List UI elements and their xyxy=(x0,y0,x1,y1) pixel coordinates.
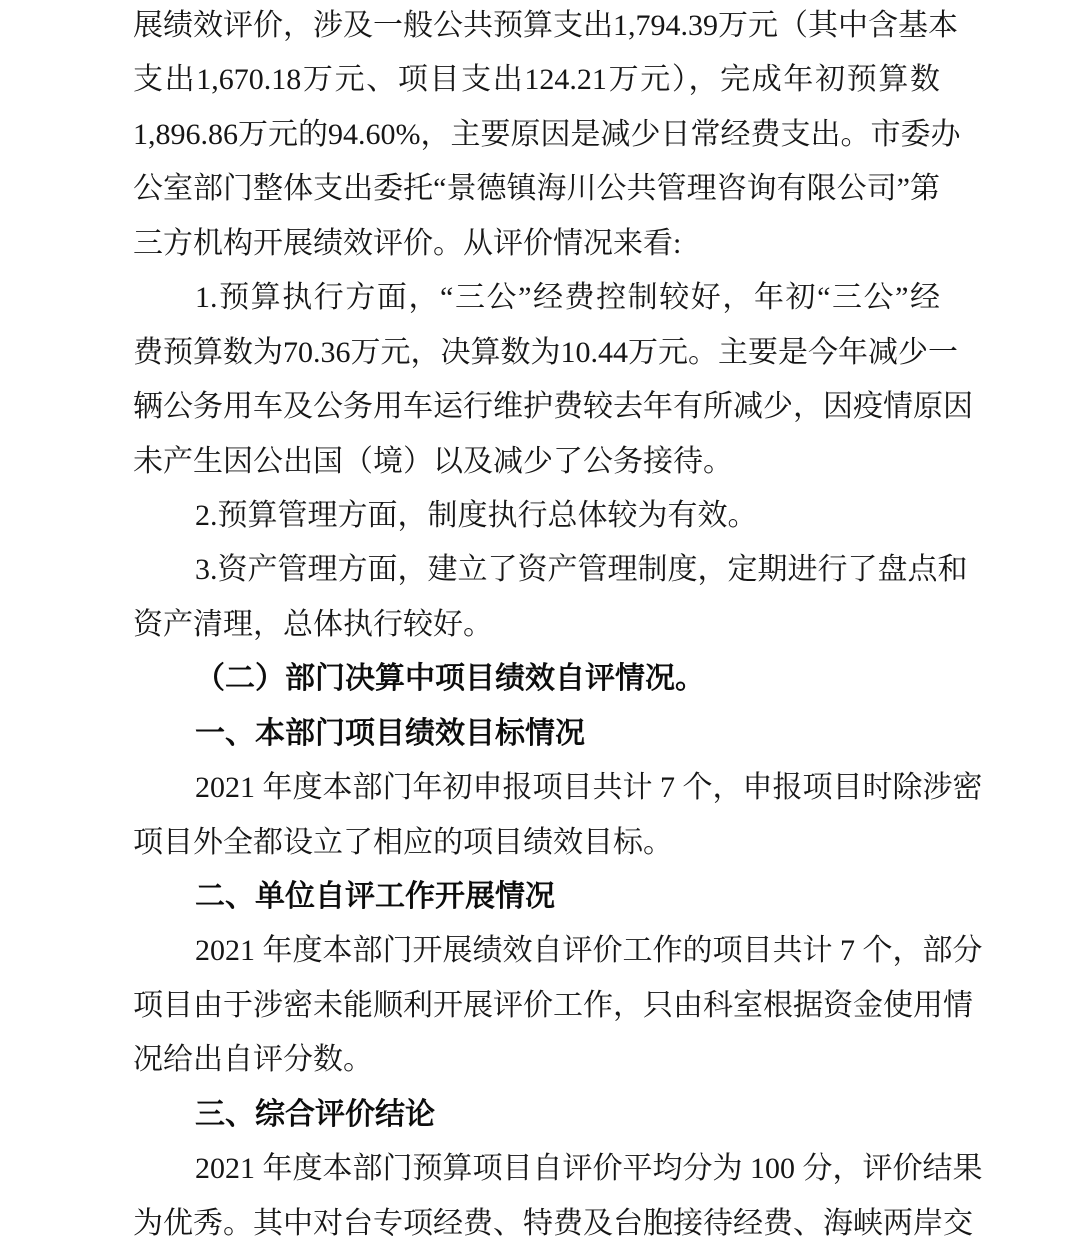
text-line: 项目由于涉密未能顺利开展评价工作，只由科室根据资金使用情 xyxy=(133,988,973,1022)
text-line: 项目外全都设立了相应的项目绩效目标。 xyxy=(133,825,673,859)
text-line: 三方机构开展绩效评价。从评价情况来看: xyxy=(133,226,682,260)
text-line: 展绩效评价，涉及一般公共预算支出1,794.39万元（其中含基本 xyxy=(133,9,958,42)
text-line: 未产生因公出国（境）以及减少了公务接待。 xyxy=(133,444,733,478)
text-line: 2021 年度本部门年初申报项目共计 7 个，申报项目时除涉密 xyxy=(195,771,983,805)
text-line: 2021 年度本部门预算项目自评价平均分为 100 分，评价结果 xyxy=(195,1152,983,1186)
text-body xyxy=(133,0,983,1250)
heading-line: 三、综合评价结论 xyxy=(195,1097,435,1131)
text-line: 3.资产管理方面，建立了资产管理制度，定期进行了盘点和 xyxy=(195,553,968,587)
text-line: 1,896.86万元的94.60%，主要原因是减少日常经费支出。市委办 xyxy=(133,117,961,151)
text-line: 资产清理，总体执行较好。 xyxy=(133,607,493,641)
text-line: 况给出自评分数。 xyxy=(133,1043,373,1077)
text-line: 费预算数为70.36万元，决算数为10.44万元。主要是今年减少一 xyxy=(133,335,958,369)
text-line: 支出1,670.18万元、项目支出124.21万元），完成年初预算数 xyxy=(133,63,940,97)
heading-line: 二、单位自评工作开展情况 xyxy=(195,880,555,913)
text-line: 辆公务用车及公务用车运行维护费较去年有所减少，因疫情原因 xyxy=(133,390,973,424)
text-line: 1.预算执行方面，“三公”经费控制较好，年初“三公”经 xyxy=(195,281,940,315)
text-line: 2.预算管理方面，制度执行总体较为有效。 xyxy=(195,498,758,532)
text-line: 为优秀。其中对台专项经费、特费及台胞接待经费、海峡两岸交 xyxy=(133,1206,973,1240)
text-line: 公室部门整体支出委托“景德镇海川公共管理咨询有限公司”第 xyxy=(133,172,940,206)
heading-line: 一、本部门项目绩效目标情况 xyxy=(195,716,585,750)
text-line: 2021 年度本部门开展绩效自评价工作的项目共计 7 个，部分 xyxy=(195,934,983,968)
heading-line: （二）部门决算中项目绩效自评情况。 xyxy=(195,662,705,696)
